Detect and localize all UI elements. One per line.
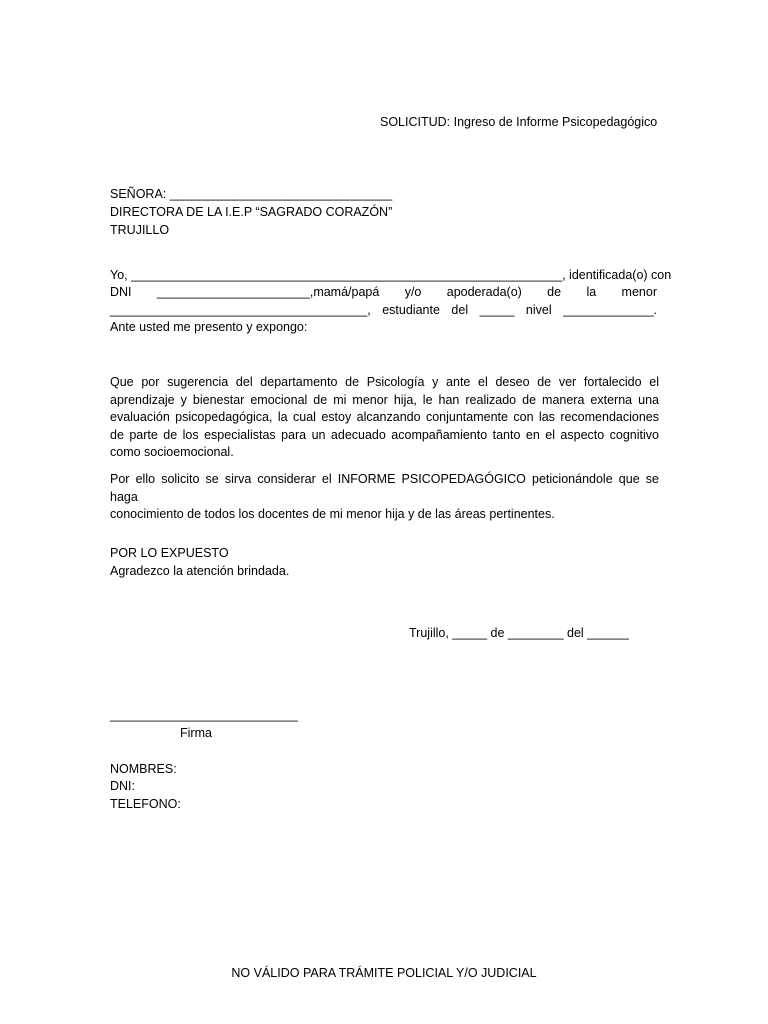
subject-line: SOLICITUD: Ingreso de Informe Psicopedagógico	[380, 115, 658, 129]
field-dni: DNI:	[110, 779, 135, 793]
addressee-city: TRUJILLO	[110, 223, 170, 237]
addressee-senora: SEÑORA: ________________________________	[110, 187, 393, 201]
para2-line-2: conocimiento de todos los docentes de mi menor hija y de las áreas pertinentes.	[110, 507, 555, 521]
body-paragraph-2	[110, 471, 659, 524]
intro-line-4: Ante usted me presento y expongo:	[110, 320, 308, 334]
addressee-directora: DIRECTORA DE LA I.E.P “SAGRADO CORAZÓN”	[110, 205, 393, 219]
body-paragraph-1	[110, 374, 659, 462]
signature-label: Firma	[180, 726, 212, 740]
para1-line-3: evaluación psicopedagógica, la cual estoy alcanzando conjuntamente con las recomendaciones	[110, 410, 659, 424]
para1-line-4: de parte de los especialistas para un adecuado acompañamiento tanto en el aspecto cognitivo	[110, 427, 659, 442]
para1-line-5: como socioemocional.	[110, 445, 234, 459]
footer-disclaimer: NO VÁLIDO PARA TRÁMITE POLICIAL Y/O JUDICIAL	[231, 966, 537, 980]
intro-line-3: _____________________________________, estudiante del _____ nivel _____________.	[110, 303, 657, 317]
field-nombres: NOMBRES:	[110, 762, 177, 776]
signature-line: ___________________________	[110, 708, 298, 722]
para1-line-1: Que por sugerencia del departamento de Psicología y ante el deseo de ver fortalecido el	[110, 375, 659, 389]
field-telefono: TELEFONO:	[110, 797, 181, 811]
intro-line-1: Yo, ______________________________________________________________, identificada(o) con	[110, 268, 672, 282]
date-line: Trujillo, _____ de ________ del ______	[409, 626, 629, 640]
para1-line-2: aprendizaje y bienestar emocional de mi menor hija, le han realizado de manera externa una	[110, 392, 659, 407]
closing-agradezco: Agradezco la atención brindada.	[110, 564, 290, 578]
closing-por-lo-expuesto: POR LO EXPUESTO	[110, 546, 229, 560]
para2-line-1: Por ello solicito se sirva considerar el INFORME PSICOPEDAGÓGICO peticionándole que se haga	[110, 472, 659, 504]
intro-line-2: DNI ______________________,mamá/papá y/o apoderada(o) de la menor	[110, 285, 657, 299]
